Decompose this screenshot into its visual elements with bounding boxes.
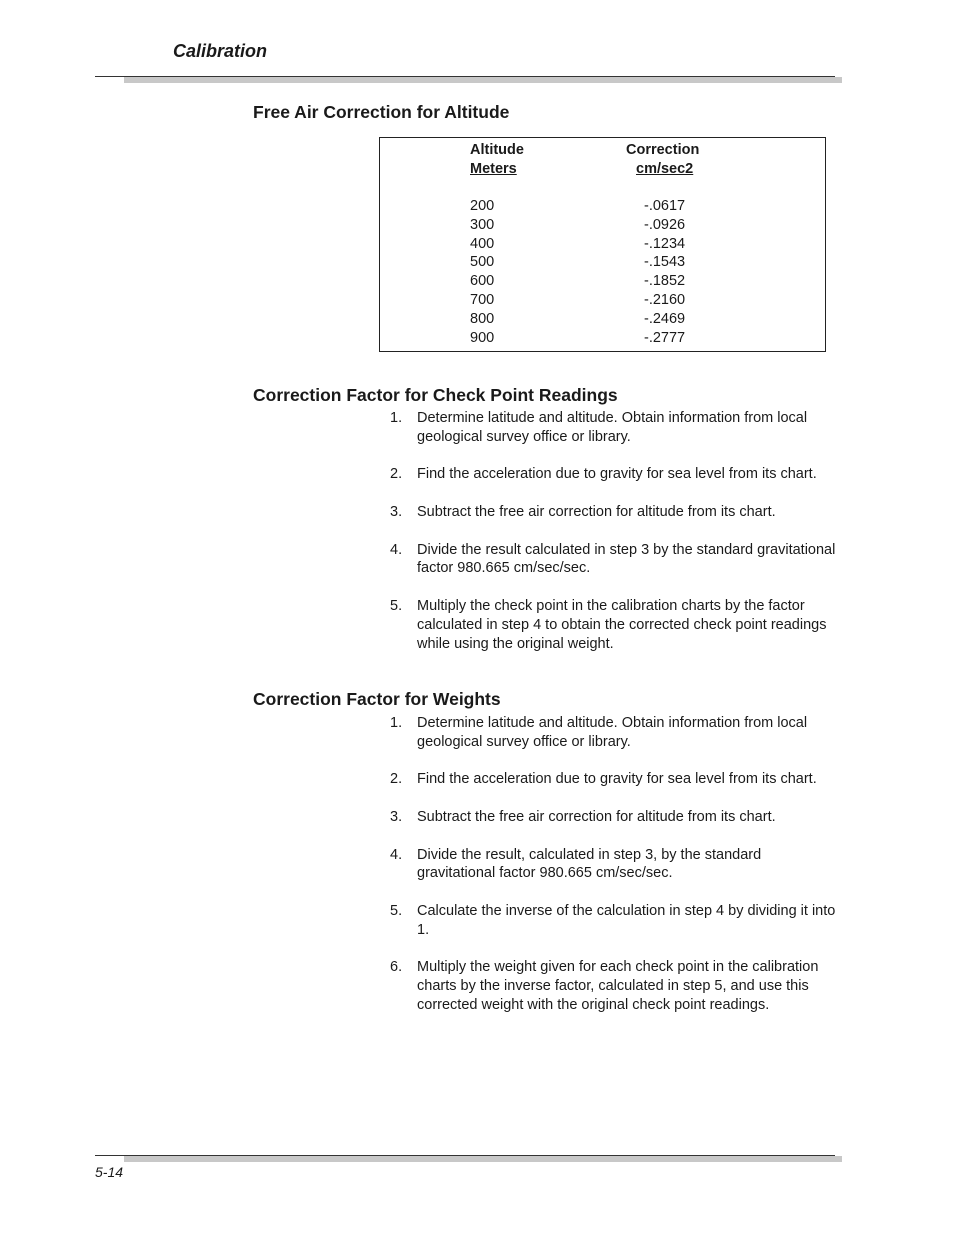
table-cell-altitude: 400 xyxy=(470,235,495,252)
step-text: Divide the result calculated in step 3 by the standard gravitational factor 980.665 cm/sec/sec. xyxy=(417,541,836,577)
table-cell-altitude: 300 xyxy=(470,216,495,233)
step-number: 2. xyxy=(390,771,403,788)
step-text: Determine latitude and altitude. Obtain information from local geological survey office or library. xyxy=(417,715,808,750)
weights-steps-list xyxy=(390,714,840,1034)
step-item xyxy=(390,714,840,752)
step-number: 4. xyxy=(390,541,403,558)
check-point-steps-list xyxy=(390,409,840,672)
table-units-meters: Meters xyxy=(470,161,517,177)
table-cell-correction: -.2469 xyxy=(644,310,686,327)
table-cell-correction: -.1234 xyxy=(644,235,686,252)
step-text: Find the acceleration due to gravity for sea level from its chart. xyxy=(417,466,817,483)
table-cell-correction: -.0926 xyxy=(644,216,686,233)
step-item xyxy=(390,808,840,827)
step-item xyxy=(390,597,840,653)
step-number: 3. xyxy=(390,503,403,520)
step-text: Calculate the inverse of the calculation in step 4 by dividing it into 1. xyxy=(417,902,836,938)
step-text: Subtract the free air correction for altitude from its chart. xyxy=(417,503,776,520)
table-cell-correction: -.1852 xyxy=(644,273,686,290)
table-cell-altitude: 500 xyxy=(470,254,495,271)
table-cell-altitude: 600 xyxy=(470,273,495,290)
step-item xyxy=(390,958,840,1014)
step-number: 1. xyxy=(390,715,403,731)
table-cell-correction: -.2777 xyxy=(644,329,686,346)
table-cell-altitude: 900 xyxy=(470,329,495,346)
table-cell-altitude: 200 xyxy=(470,198,495,214)
page-header-title: Calibration xyxy=(173,41,268,61)
step-item xyxy=(390,465,840,484)
footer-rule-bar xyxy=(124,1156,842,1162)
table-cell-altitude: 700 xyxy=(470,292,495,308)
section-heading-free-air: Free Air Correction for Altitude xyxy=(253,102,510,122)
free-air-correction-table xyxy=(379,137,826,352)
step-text: Subtract the free air correction for altitude from its chart. xyxy=(417,808,776,825)
step-text: Divide the result, calculated in step 3, by the standard gravitational factor 980.665 cm/sec/sec. xyxy=(417,846,762,882)
step-number: 5. xyxy=(390,597,403,614)
table-header-altitude: Altitude xyxy=(470,142,524,158)
table-cell-correction: -.2160 xyxy=(644,292,686,308)
table-units-correction: cm/sec2 xyxy=(636,161,694,177)
step-item xyxy=(390,503,840,522)
step-number: 1. xyxy=(390,410,403,426)
section-heading-check-point: Correction Factor for Check Point Readings xyxy=(253,385,618,405)
table-header-correction: Correction xyxy=(626,142,700,158)
step-number: 5. xyxy=(390,902,403,919)
table-cell-correction: -.1543 xyxy=(644,254,686,271)
step-item xyxy=(390,409,840,447)
step-item xyxy=(390,541,840,579)
step-text: Determine latitude and altitude. Obtain information from local geological survey office or library. xyxy=(417,410,808,445)
step-item xyxy=(390,846,840,884)
step-number: 3. xyxy=(390,808,403,825)
section-heading-weights: Correction Factor for Weights xyxy=(253,689,501,709)
step-item xyxy=(390,770,840,789)
step-text: Find the acceleration due to gravity for sea level from its chart. xyxy=(417,771,817,788)
step-text: Multiply the weight given for each check point in the calibration charts by the inverse factor, calculated in step 5, and use this corrected weight with the original check point readings. xyxy=(417,959,819,1013)
step-item xyxy=(390,902,840,940)
step-number: 2. xyxy=(390,466,403,483)
step-text: Multiply the check point in the calibration charts by the factor calculated in step 4 to obtain the corrected check point readings while using the original weight. xyxy=(417,597,827,652)
header-rule-bar xyxy=(124,77,842,83)
table-cell-altitude: 800 xyxy=(470,310,495,327)
step-number: 6. xyxy=(390,959,403,976)
page-number: 5-14 xyxy=(95,1164,124,1180)
table-cell-correction: -.0617 xyxy=(644,198,686,214)
step-number: 4. xyxy=(390,846,403,863)
